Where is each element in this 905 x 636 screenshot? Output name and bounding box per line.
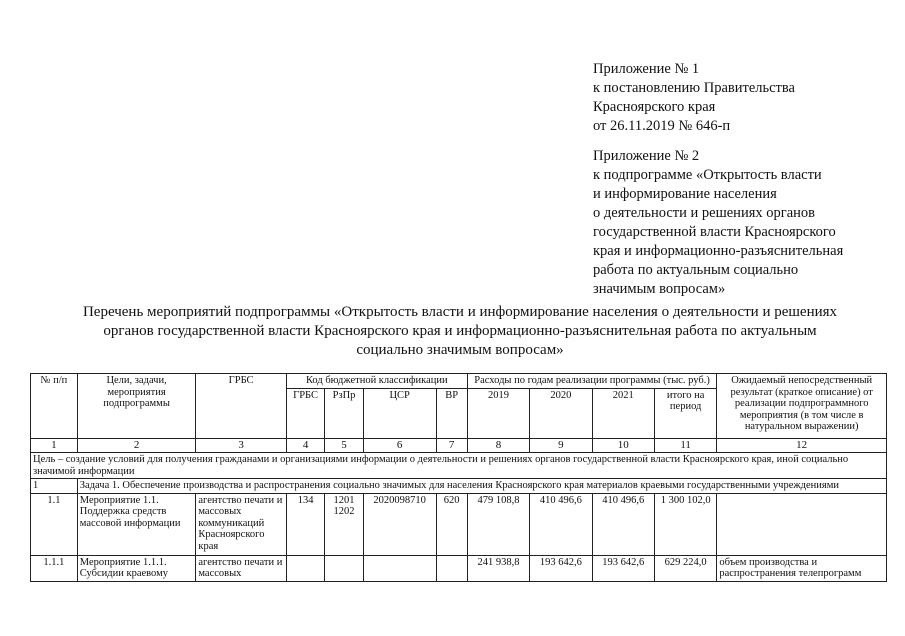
row-csr	[363, 555, 436, 581]
appendix-1-line: Приложение № 1	[593, 61, 700, 77]
column-number: 4	[286, 438, 324, 453]
row-rzpr-1: 1201	[333, 494, 355, 506]
row-num: 1.1	[31, 493, 78, 555]
goal-text: Цель – создание условий для получения гражданами и организациями информации о деятельности и решениях органов государственной власти Красноярского края, иной социально значимой информации	[31, 453, 887, 479]
header-result: Ожидаемый непосредственный результат (краткое описание) от реализации подпрограммного мероприятия (в том числе в натуральном выражении)	[717, 374, 887, 439]
header-2020: 2020	[530, 388, 592, 438]
title-line: социально значимым вопросам»	[356, 342, 564, 358]
goal-row	[31, 453, 887, 479]
table-row	[31, 555, 887, 581]
activities-table	[30, 373, 887, 582]
task-num: 1	[31, 479, 78, 494]
row-rzpr-2: 1202	[333, 506, 355, 517]
appendix-1-block	[593, 60, 795, 136]
column-number: 11	[654, 438, 716, 453]
title-line: органов государственной власти Красноярского края и информационно-разъяснительная работа по актуальным	[103, 323, 817, 339]
appendix-2-line: и информирование населения	[593, 186, 777, 202]
row-grbs-code	[286, 555, 324, 581]
header-grbs: ГРБС	[196, 374, 286, 439]
header-num: № п/п	[31, 374, 78, 439]
row-activity-name: Мероприятие 1.1. Поддержка средств массовой информации	[77, 493, 196, 555]
row-vr	[436, 555, 467, 581]
row-grbs-name: агентство печати и массовых	[196, 555, 286, 581]
column-number: 1	[31, 438, 78, 453]
header-total: итого на период	[654, 388, 716, 438]
column-number: 10	[592, 438, 654, 453]
header-expenses: Расходы по годам реализации программы (тыс. руб.)	[467, 374, 717, 389]
row-total: 1 300 102,0	[654, 493, 716, 555]
row-csr: 2020098710	[363, 493, 436, 555]
header-code-rzpr: РзПр	[325, 388, 363, 438]
appendix-1-line: к постановлению Правительства	[593, 80, 795, 96]
header-code-vr: ВР	[436, 388, 467, 438]
column-number: 8	[467, 438, 529, 453]
appendix-2-line: о деятельности и решениях органов	[593, 205, 815, 221]
task-row	[31, 479, 887, 494]
column-number: 3	[196, 438, 286, 453]
appendix-2-line: края и информационно-разъяснительная	[593, 243, 844, 259]
column-number: 5	[325, 438, 363, 453]
title-line: Перечень мероприятий подпрограммы «Открытость власти и информирование населения о деятельности и решениях	[82, 304, 838, 320]
appendix-2-line: к подпрограмме «Открытость власти	[593, 167, 822, 183]
column-number: 6	[363, 438, 436, 453]
row-activity-name: Мероприятие 1.1.1. Субсидии краевому	[77, 555, 196, 581]
table-row	[31, 493, 887, 555]
row-vr: 620	[436, 493, 467, 555]
header-code-csr: ЦСР	[363, 388, 436, 438]
appendix-1-line: от 26.11.2019 № 646-п	[593, 118, 731, 134]
row-num: 1.1.1	[31, 555, 78, 581]
appendix-2-line: Приложение № 2	[593, 148, 700, 164]
header-row-1	[31, 374, 887, 389]
header-2019: 2019	[467, 388, 529, 438]
row-result: объем производства и распространения телепрограмм	[717, 555, 887, 581]
row-rzpr	[325, 493, 363, 555]
appendix-1-line: Красноярского края	[593, 99, 716, 115]
row-rzpr	[325, 555, 363, 581]
row-2020: 193 642,6	[530, 555, 592, 581]
appendix-2-line: работа по актуальным социально	[593, 262, 799, 278]
row-grbs-name: агентство печати и массовых коммуникаций Красноярского края	[196, 493, 286, 555]
appendix-2-line: государственной власти Красноярского	[593, 224, 836, 240]
column-numbers-row	[31, 438, 887, 453]
column-number: 12	[717, 438, 887, 453]
row-2019: 479 108,8	[467, 493, 529, 555]
row-2021: 193 642,6	[592, 555, 654, 581]
header-code-grbs: ГРБС	[286, 388, 324, 438]
appendix-2-block	[593, 147, 843, 299]
header-goals: Цели, задачи, мероприятия подпрограммы	[77, 374, 196, 439]
row-2019: 241 938,8	[467, 555, 529, 581]
document-title	[60, 303, 860, 360]
appendix-2-line: значимым вопросам»	[593, 281, 726, 297]
row-result	[717, 493, 887, 555]
column-number: 9	[530, 438, 592, 453]
task-text: Задача 1. Обеспечение производства и распространения социально значимых для населения Красноярского края материалов краевыми государственными учреждениями	[77, 479, 886, 494]
column-number: 7	[436, 438, 467, 453]
row-total: 629 224,0	[654, 555, 716, 581]
row-2020: 410 496,6	[530, 493, 592, 555]
header-2021: 2021	[592, 388, 654, 438]
row-2021: 410 496,6	[592, 493, 654, 555]
header-budget-code: Код бюджетной классификации	[286, 374, 467, 389]
row-grbs-code: 134	[286, 493, 324, 555]
column-number: 2	[77, 438, 196, 453]
